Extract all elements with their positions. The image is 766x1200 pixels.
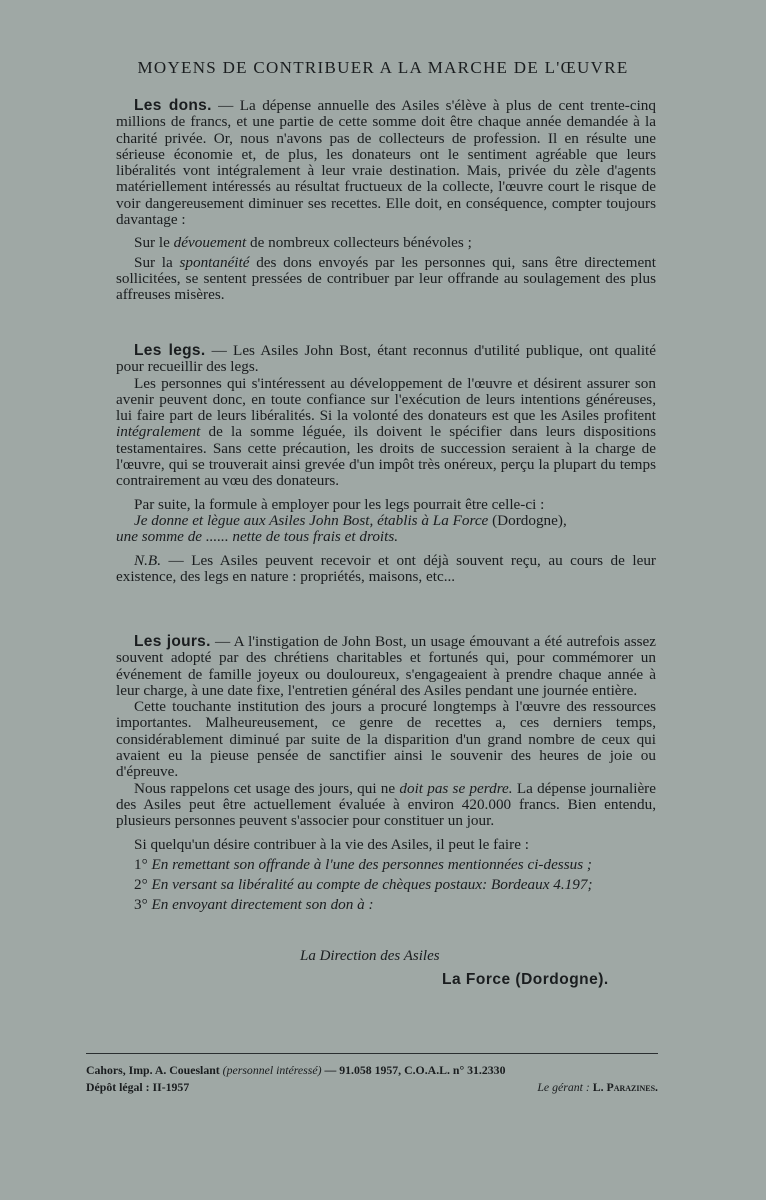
legs-nb-text: — Les Asiles peuvent recevoir et ont déjà souvent reçu, au cours de leur existence, des legs en nature : propriétés, maisons, etc... (116, 551, 656, 585)
footer-gerant-name: L. Parazines. (589, 1080, 658, 1094)
dons-p3-a: Sur la (134, 253, 180, 271)
footer-printer: Cahors, Imp. A. Coueslant (86, 1063, 220, 1077)
footer-registration: — 91.058 1957, C.O.A.L. n° 31.2330 (321, 1063, 506, 1077)
legs-p2-b: de la somme léguée, ils doivent le spécifier dans leurs dispositions testamentaires. Sans cette précaution, les droits de succession seraient à la charge de l'œuvre, qui se trouverait ainsi grevée d'un impôt très onéreux, perçu la plupart du temps contrairement au vœu des donateurs. (116, 423, 656, 490)
legs-nb (116, 553, 656, 586)
footer-gerant (537, 1080, 658, 1095)
jours-paragraph-4: Si quelqu'un désire contribuer à la vie des Asiles, il peut le faire : (134, 835, 529, 853)
legs-paragraph-2 (116, 376, 656, 490)
item-3-text: En envoyant directement son don à : (151, 896, 374, 914)
dons-p3-b: des dons envoyés par les personnes qui, sans être directement sollicitées, se sentent pressées de contribuer par leur offrande au soulagement des plus affreuses misères. (116, 253, 656, 304)
jours-paragraph-1 (116, 634, 656, 699)
legs-heading: Les legs. (134, 342, 206, 359)
jours-heading: Les jours. (134, 633, 211, 650)
dons-heading: Les dons. (134, 97, 212, 114)
dons-paragraph-1 (116, 98, 656, 228)
section-legs (116, 343, 656, 585)
item-2-text: En versant sa libéralité au compte de chèques postaux: (151, 876, 488, 894)
jours-item-1 (116, 857, 656, 873)
item-2-number: 2° (134, 876, 148, 894)
section-jours (116, 634, 656, 914)
legs-paragraph-3: Par suite, la formule à employer pour les legs pourrait être celle-ci : (134, 495, 545, 513)
signature-direction: La Direction des Asiles (300, 948, 440, 964)
legs-paragraph-1 (116, 343, 656, 376)
dons-p2-a: Sur le (134, 234, 174, 252)
footer-printer-note: (personnel intéressé) (222, 1063, 322, 1077)
section-dons (116, 98, 656, 304)
footer-printer-line (86, 1063, 658, 1078)
item-3-number: 3° (134, 896, 148, 914)
legs-formula (116, 513, 656, 529)
footer-legal-line (86, 1080, 658, 1095)
jours-item-3 (116, 897, 656, 913)
legs-p2-a: Les personnes qui s'intéressent au développement de l'œuvre et désirent assurer son avenir peuvent donc, en toute confiance sur l'exécution de leurs intentions généreuses, lui faire part de leurs libéralités. Si la volonté des donateurs est que les Asiles profitent (116, 374, 656, 425)
dons-paragraph-3 (116, 255, 656, 304)
item-1-text: En remettant son offrande à l'une des personnes mentionnées ci-dessus ; (151, 855, 592, 873)
legs-p2-em: intégralement (116, 423, 201, 441)
item-1-number: 1° (134, 855, 148, 873)
jours-p3-b: La dépense journalière des Asiles peut être actuellement évaluée à environ 420.000 francs. Bien entendu, plusieurs personnes peuvent s'associer pour constituer un jour. (116, 779, 656, 830)
footer-depot-legal: Dépôt légal : II-1957 (86, 1080, 190, 1094)
legs-formula-2 (116, 529, 656, 545)
footer-gerant-label: Le gérant : (537, 1080, 590, 1094)
dons-p2-em: dévouement (173, 234, 247, 252)
jours-paragraph-3 (116, 781, 656, 830)
dons-paragraph-2 (116, 235, 656, 251)
dons-text: — La dépense annuelle des Asiles s'élève à plus de cent trente-cinq millions de francs, et une partie de cette somme doit être chaque année demandée à la charité privée. Or, nous n'avons pas de collecteurs de profession. Il en résulte une sérieuse économie et, de plus, les donateurs ont le sentiment agréable que leurs libéralités vont intégralement à leur vraie destination. Mais, privée du zèle d'agents matériellement intéressés au résultat fructueux de la collecte, l'œuvre court le risque de voir dangereusement diminuer ses recettes. Elle doit, en conséquence, compter toujours davantage : (116, 97, 656, 229)
dons-p2-b: de nombreux collecteurs bénévoles ; (246, 234, 472, 252)
legs-formula-1: Je donne et lègue aux Asiles John Bost, établis à La Force (134, 511, 489, 529)
legs-formula-2-text: une somme de ...... nette de tous frais et droits. (116, 528, 399, 546)
dons-p3-em: spontanéité (179, 253, 250, 271)
jours-text: — A l'instigation de John Bost, un usage émouvant a été autrefois assez souvent adopté par des chrétiens charitables et fortunés qui, pour commémorer un événement de famille joyeux ou douloureux, s'engageaient à prendre chaque année à leur charge, à une date fixe, l'entretien général des Asiles pendant une journée entière. (116, 633, 657, 699)
jours-p3-em: doit pas se perdre. (399, 779, 513, 797)
page-title: MOYENS DE CONTRIBUER A LA MARCHE DE L'ŒUVRE (137, 58, 629, 77)
footer-divider (86, 1053, 658, 1054)
legs-nb-label: N.B. (134, 551, 162, 569)
signature-address: La Force (Dordogne). (442, 971, 609, 988)
legs-text: — Les Asiles John Bost, étant reconnus d'utilité publique, ont qualité pour recueillir des legs. (116, 342, 657, 376)
jours-paragraph-2: Cette touchante institution des jours a procuré longtemps à l'œuvre des ressources importantes. Malheureusement, ce genre de recettes a, ces derniers temps, considérablement diminué par suite de la disparition d'un grand nombre de ceux qui avaient eu la pieuse pensée de sanctifier ainsi le souvenir des heures de joie ou d'épreuve. (116, 698, 656, 781)
legs-formula-plain: (Dordogne), (488, 511, 567, 529)
jours-p3-a: Nous rappelons cet usage des jours, qui ne (134, 779, 400, 797)
jours-item-2 (116, 877, 656, 893)
item-2-tail: Bordeaux 4.197; (487, 876, 593, 894)
